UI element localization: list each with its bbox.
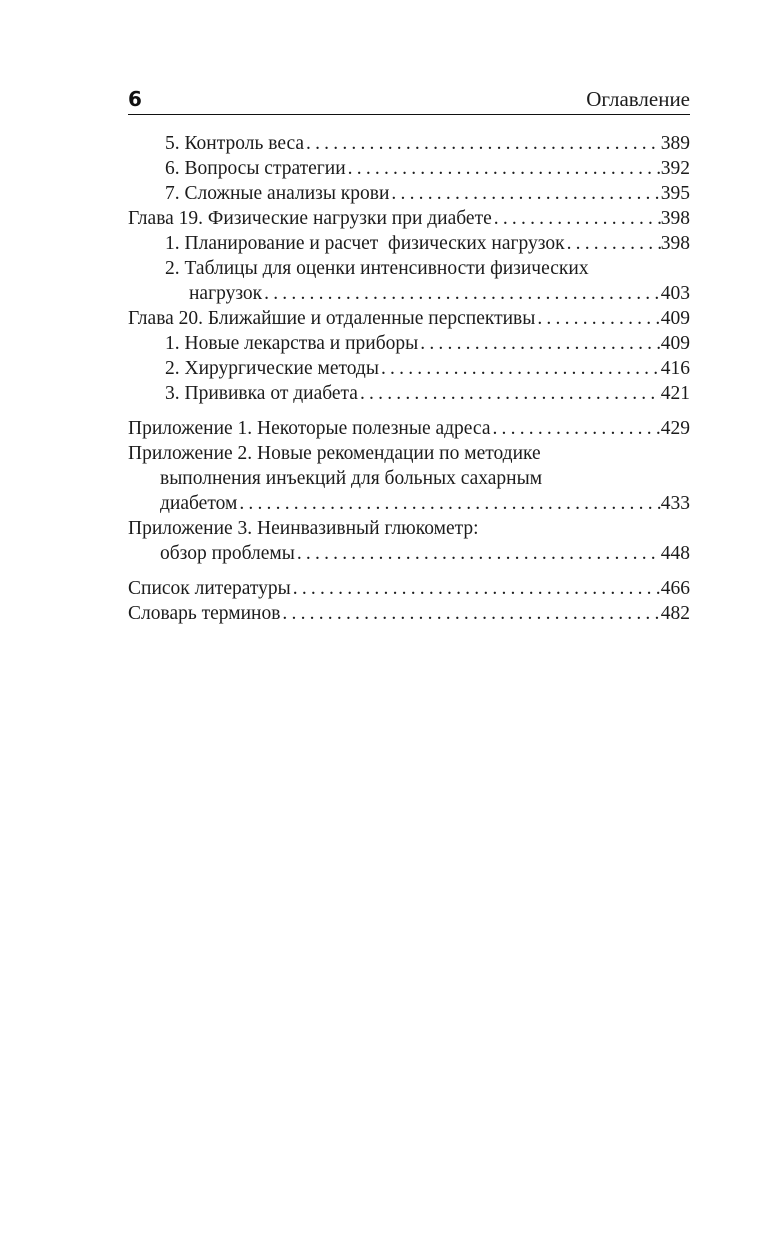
toc-entry-text: 1. Новые лекарства и приборы [165,333,419,354]
toc-entry [128,306,690,331]
toc-entry-text: диабетом [160,493,238,514]
toc-entry-text: 1. Планирование и расчет физических нагрузок [165,233,565,254]
toc-entry [128,601,690,626]
toc-entry [128,416,690,441]
toc-entry [128,206,690,231]
dot-leader [537,306,660,331]
toc-entry [128,381,690,406]
page-number: 6 [128,87,142,111]
toc-entry-page: 389 [660,133,690,154]
toc-entry-text: обзор проблемы [160,543,295,564]
dot-leader [348,156,661,181]
toc-entry-text: Приложение 1. Некоторые полезные адреса [128,418,491,439]
dot-leader [492,416,660,441]
toc-entry-text: выполнения инъекций для больных сахарным [160,468,543,489]
running-title: Оглавление [586,87,690,111]
dot-leader [381,356,661,381]
toc-entry [128,256,690,281]
toc-entry [128,356,690,381]
running-header [128,0,690,115]
toc-entry-text: Глава 19. Физические нагрузки при диабете [128,208,492,229]
toc-entry-text: 3. Прививка от диабета [165,383,358,404]
dot-leader [360,381,661,406]
toc-entry-page: 403 [660,283,690,304]
toc-entry-text: 5. Контроль веса [165,133,305,154]
toc-entry [128,181,690,206]
dot-leader [420,331,660,356]
toc-entry-text: Приложение 3. Неинвазивный глюкометр: [128,518,479,539]
dot-leader [293,576,661,601]
toc-entry-text: Словарь терминов [128,603,281,624]
toc-entry [128,156,690,181]
toc-entry-page: 409 [660,308,690,329]
toc-entry-text: 2. Хирургические методы [165,358,379,379]
dot-leader [391,181,660,206]
toc-entry-page: 395 [660,183,690,204]
toc-entry-page: 421 [660,383,690,404]
toc-entry-page: 416 [660,358,690,379]
toc-entry-text: 6. Вопросы стратегии [165,158,346,179]
toc-entry-text: Список литературы [128,578,291,599]
toc-entry-text: Приложение 2. Новые рекомендации по методике [128,443,541,464]
toc-entry-text: Глава 20. Ближайшие и отдаленные перспективы [128,308,536,329]
toc-entry [128,131,690,156]
toc-entry-text: 2. Таблицы для оценки интенсивности физических [165,258,589,279]
dot-leader [264,281,661,306]
toc-entry-text: нагрузок [189,283,263,304]
toc-entry [128,441,690,466]
toc-entry-page: 398 [660,208,690,229]
toc-entry-page: 429 [660,418,690,439]
toc-entry [128,576,690,601]
toc-entry [128,516,690,541]
toc-entry-page: 433 [660,493,690,514]
toc-entry-page: 466 [660,578,690,599]
toc-list [128,115,690,626]
toc-entry [128,231,690,256]
dot-leader [306,131,661,156]
toc-entry-page: 448 [660,543,690,564]
toc-entry [128,466,690,491]
dot-leader [297,541,661,566]
toc-entry [128,331,690,356]
toc-entry-text: 7. Сложные анализы крови [165,183,390,204]
toc-entry [128,491,690,516]
dot-leader [282,601,660,626]
toc-entry-page: 482 [660,603,690,624]
toc-entry-page: 409 [660,333,690,354]
toc-entry [128,541,690,566]
toc-entry-page: 398 [660,233,690,254]
toc-entry-page: 392 [660,158,690,179]
toc-entry [128,281,690,306]
dot-leader [494,206,661,231]
dot-leader [239,491,660,516]
dot-leader [567,231,661,256]
